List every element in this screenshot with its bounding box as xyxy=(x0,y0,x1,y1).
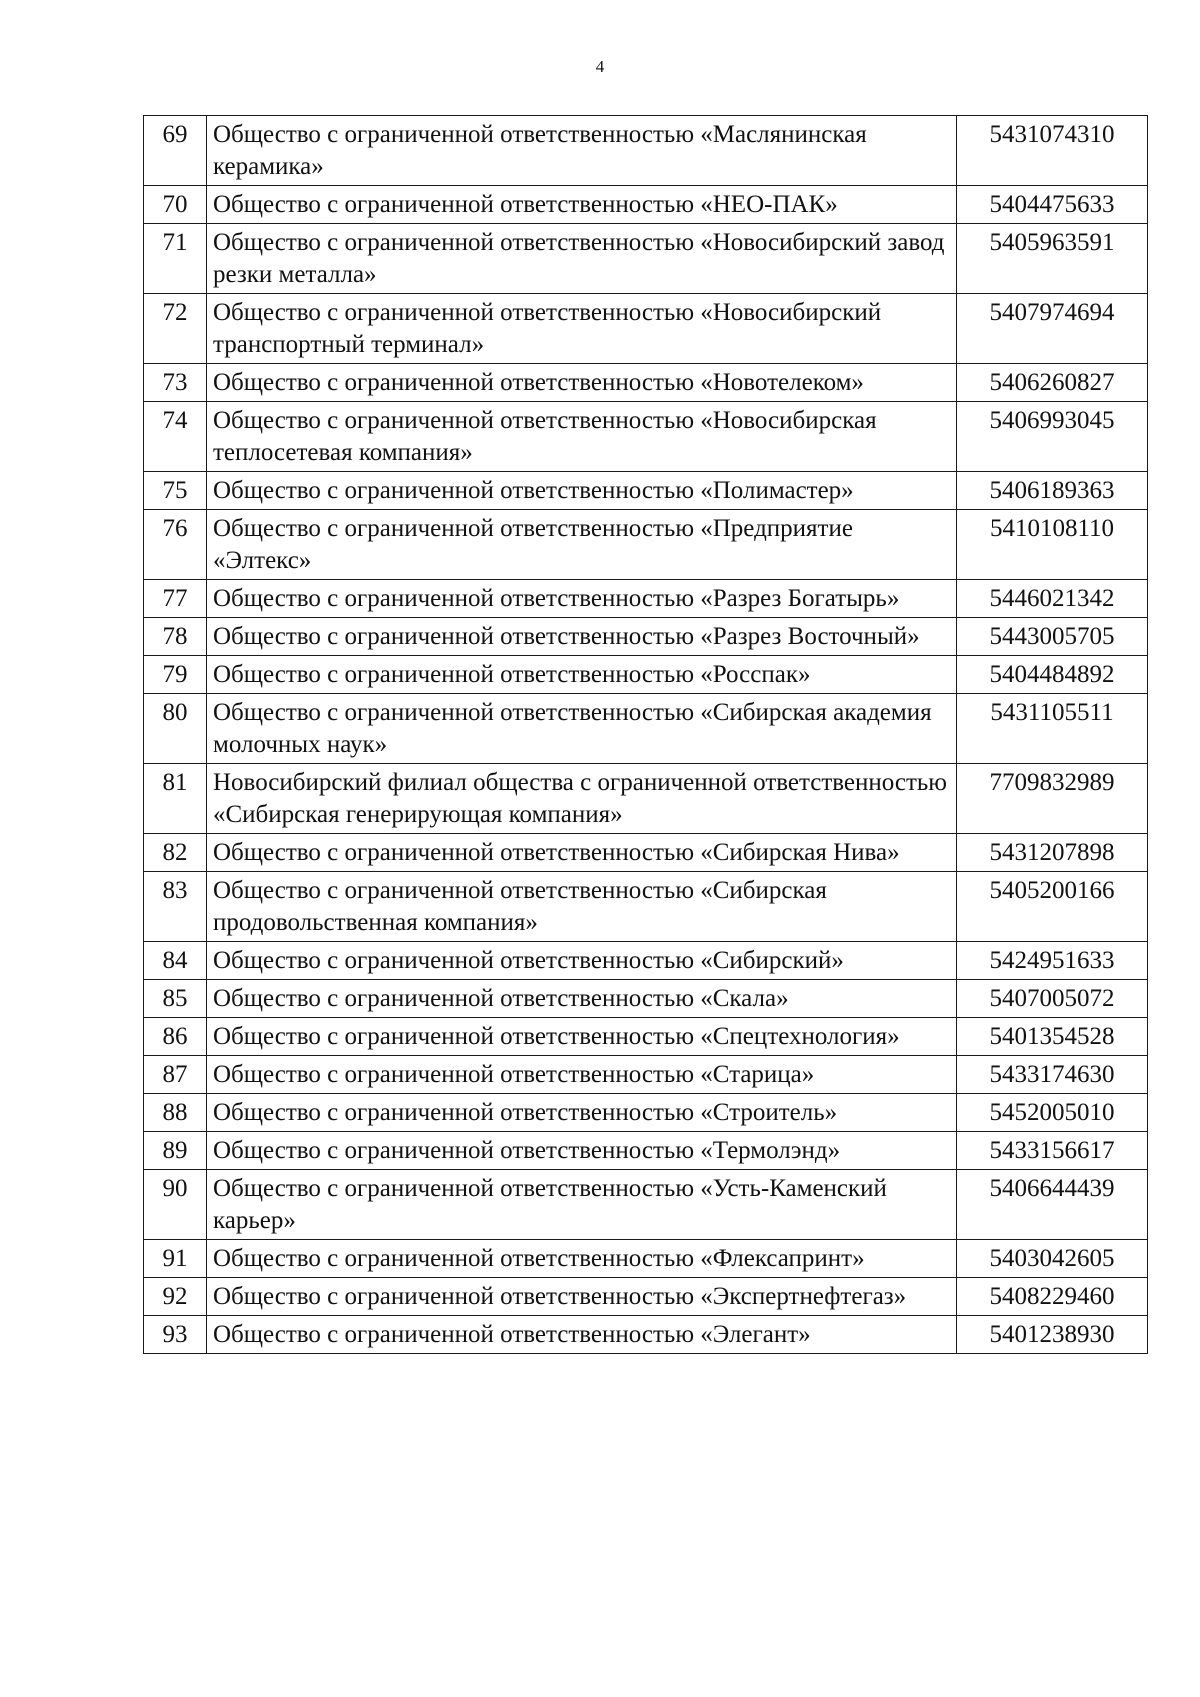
organization-name: Общество с ограниченной ответственностью «Усть-Каменский карьер» xyxy=(207,1170,957,1240)
row-number: 90 xyxy=(144,1170,207,1240)
organization-name: Общество с ограниченной ответственностью «Новосибирская теплосетевая компания» xyxy=(207,402,957,472)
table-row xyxy=(144,116,1148,186)
table-row xyxy=(144,294,1148,364)
table-row xyxy=(144,510,1148,580)
table-row xyxy=(144,1170,1148,1240)
row-number: 77 xyxy=(144,580,207,618)
row-number: 92 xyxy=(144,1278,207,1316)
organization-inn: 5431105511 xyxy=(957,694,1148,764)
organization-inn: 7709832989 xyxy=(957,764,1148,834)
table-row xyxy=(144,402,1148,472)
organization-name: Общество с ограниченной ответственностью «Маслянинская керамика» xyxy=(207,116,957,186)
organization-inn: 5403042605 xyxy=(957,1240,1148,1278)
organization-name: Общество с ограниченной ответственностью «Новотелеком» xyxy=(207,364,957,402)
organization-name: Общество с ограниченной ответственностью «Росспак» xyxy=(207,656,957,694)
row-number: 73 xyxy=(144,364,207,402)
organization-inn: 5404475633 xyxy=(957,186,1148,224)
row-number: 75 xyxy=(144,472,207,510)
table-row xyxy=(144,942,1148,980)
organization-inn: 5406189363 xyxy=(957,472,1148,510)
table-row xyxy=(144,1094,1148,1132)
row-number: 78 xyxy=(144,618,207,656)
organization-name: Общество с ограниченной ответственностью «Старица» xyxy=(207,1056,957,1094)
organization-name: Общество с ограниченной ответственностью «Скала» xyxy=(207,980,957,1018)
organizations-table-body xyxy=(144,116,1148,1354)
organization-name: Общество с ограниченной ответственностью «Сибирская академия молочных наук» xyxy=(207,694,957,764)
organization-name: Общество с ограниченной ответственностью «Предприятие «Элтекс» xyxy=(207,510,957,580)
row-number: 86 xyxy=(144,1018,207,1056)
organization-inn: 5446021342 xyxy=(957,580,1148,618)
table-row xyxy=(144,472,1148,510)
organization-inn: 5407974694 xyxy=(957,294,1148,364)
table-row xyxy=(144,834,1148,872)
organization-name: Общество с ограниченной ответственностью «Новосибирский транспортный терминал» xyxy=(207,294,957,364)
organization-inn: 5433156617 xyxy=(957,1132,1148,1170)
row-number: 88 xyxy=(144,1094,207,1132)
row-number: 89 xyxy=(144,1132,207,1170)
row-number: 72 xyxy=(144,294,207,364)
table-row xyxy=(144,980,1148,1018)
organization-inn: 5424951633 xyxy=(957,942,1148,980)
table-row xyxy=(144,364,1148,402)
table-row xyxy=(144,1278,1148,1316)
row-number: 85 xyxy=(144,980,207,1018)
table-row xyxy=(144,656,1148,694)
table-row xyxy=(144,618,1148,656)
organization-name: Общество с ограниченной ответственностью «Новосибирский завод резки металла» xyxy=(207,224,957,294)
organization-name: Общество с ограниченной ответственностью «Сибирская Нива» xyxy=(207,834,957,872)
organization-name: Общество с ограниченной ответственностью «Строитель» xyxy=(207,1094,957,1132)
organization-inn: 5410108110 xyxy=(957,510,1148,580)
organization-name: Новосибирский филиал общества с ограниченной ответственностью «Сибирская генерирующая компания» xyxy=(207,764,957,834)
organization-name: Общество с ограниченной ответственностью «Сибирский» xyxy=(207,942,957,980)
row-number: 84 xyxy=(144,942,207,980)
table-row xyxy=(144,764,1148,834)
row-number: 76 xyxy=(144,510,207,580)
organization-inn: 5443005705 xyxy=(957,618,1148,656)
row-number: 70 xyxy=(144,186,207,224)
table-row xyxy=(144,1132,1148,1170)
row-number: 79 xyxy=(144,656,207,694)
row-number: 93 xyxy=(144,1316,207,1354)
organization-inn: 5404484892 xyxy=(957,656,1148,694)
table-row xyxy=(144,224,1148,294)
row-number: 87 xyxy=(144,1056,207,1094)
organization-inn: 5452005010 xyxy=(957,1094,1148,1132)
row-number: 69 xyxy=(144,116,207,186)
row-number: 81 xyxy=(144,764,207,834)
row-number: 91 xyxy=(144,1240,207,1278)
organization-name: Общество с ограниченной ответственностью «НЕО-ПАК» xyxy=(207,186,957,224)
organization-inn: 5401354528 xyxy=(957,1018,1148,1056)
table-row xyxy=(144,872,1148,942)
row-number: 82 xyxy=(144,834,207,872)
organization-inn: 5408229460 xyxy=(957,1278,1148,1316)
organization-inn: 5405963591 xyxy=(957,224,1148,294)
organization-name: Общество с ограниченной ответственностью «Флексапринт» xyxy=(207,1240,957,1278)
page-number: 4 xyxy=(595,57,605,76)
organization-inn: 5405200166 xyxy=(957,872,1148,942)
organization-inn: 5401238930 xyxy=(957,1316,1148,1354)
table-row xyxy=(144,580,1148,618)
organization-inn: 5433174630 xyxy=(957,1056,1148,1094)
row-number: 71 xyxy=(144,224,207,294)
table-row xyxy=(144,694,1148,764)
organization-inn: 5431074310 xyxy=(957,116,1148,186)
organization-name: Общество с ограниченной ответственностью «Элегант» xyxy=(207,1316,957,1354)
row-number: 74 xyxy=(144,402,207,472)
organization-name: Общество с ограниченной ответственностью «Полимастер» xyxy=(207,472,957,510)
organization-inn: 5406260827 xyxy=(957,364,1148,402)
table-row xyxy=(144,1018,1148,1056)
organization-name: Общество с ограниченной ответственностью «Разрез Богатырь» xyxy=(207,580,957,618)
table-row xyxy=(144,1056,1148,1094)
organization-name: Общество с ограниченной ответственностью «Термолэнд» xyxy=(207,1132,957,1170)
organization-name: Общество с ограниченной ответственностью «Сибирская продовольственная компания» xyxy=(207,872,957,942)
organization-inn: 5406993045 xyxy=(957,402,1148,472)
table-row xyxy=(144,1240,1148,1278)
organization-inn: 5406644439 xyxy=(957,1170,1148,1240)
organization-name: Общество с ограниченной ответственностью «Экспертнефтегаз» xyxy=(207,1278,957,1316)
table-row xyxy=(144,1316,1148,1354)
table-row xyxy=(144,186,1148,224)
organization-name: Общество с ограниченной ответственностью «Разрез Восточный» xyxy=(207,618,957,656)
organization-name: Общество с ограниченной ответственностью «Спецтехнология» xyxy=(207,1018,957,1056)
row-number: 80 xyxy=(144,694,207,764)
organization-inn: 5431207898 xyxy=(957,834,1148,872)
row-number: 83 xyxy=(144,872,207,942)
organizations-table xyxy=(143,115,1148,1354)
organization-inn: 5407005072 xyxy=(957,980,1148,1018)
